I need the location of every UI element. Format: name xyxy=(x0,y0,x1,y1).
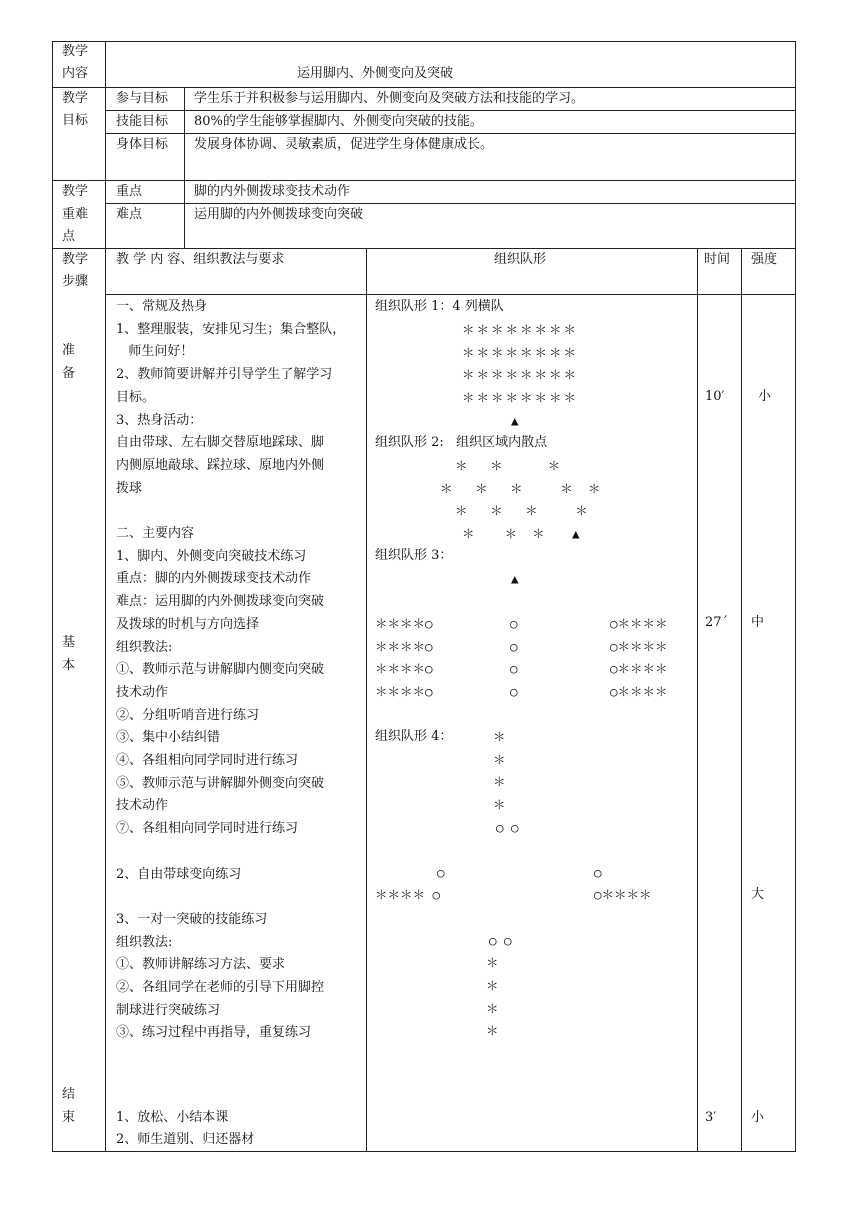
goal-name-skill: 技能目标 xyxy=(116,114,169,129)
formation-2-row: ＊ ＊ ＊ xyxy=(462,526,545,541)
formation-4-balls: ○ ○ xyxy=(496,820,519,835)
intensity-prepare: 小 xyxy=(758,389,772,404)
intensity-end: 小 xyxy=(751,1110,765,1125)
content-line: ④、各组相向同学同时进行练习 xyxy=(116,753,299,768)
stage-end-1: 结 xyxy=(62,1087,76,1102)
end-line: 1、放松、小结本课 xyxy=(116,1110,229,1125)
content-line: 一、常规及热身 xyxy=(116,299,208,314)
stage-prepare-2: 备 xyxy=(62,366,76,381)
formation-3-title: 组织队形 3： xyxy=(375,548,453,563)
content-line: ②、分组听哨音进行练习 xyxy=(116,707,260,723)
goals-label-line1: 教学 xyxy=(62,91,89,106)
formation-6-balls: ○ ○ xyxy=(489,933,512,948)
content-line: 难点：运用脚的内外侧拨球变向突破 xyxy=(116,594,325,610)
formation-5-right-row: ○＊＊＊＊ xyxy=(594,887,652,902)
formation-1-row: ＊＊＊＊＊＊＊＊ xyxy=(462,345,579,360)
formation-4-star: ＊ xyxy=(493,774,506,789)
content-line: ⑤、教师示范与讲解脚外侧变向突破 xyxy=(116,775,325,791)
header-intensity: 强度 xyxy=(751,252,778,267)
content-line: ③、集中小结纠错 xyxy=(116,730,221,746)
content-line: ①、教师讲解练习方法、要求 xyxy=(116,957,286,973)
stage-basic-2: 本 xyxy=(62,658,76,673)
formation-2-teacher: ▲ xyxy=(572,526,580,541)
stage-basic-1: 基 xyxy=(62,635,76,650)
formation-6-star: ＊ xyxy=(486,1001,499,1016)
keypoint-text-focus: 脚的内外侧拨球变技术动作 xyxy=(194,184,351,199)
formation-3-mid-ball: ○ xyxy=(510,616,518,631)
formation-3-left-row: ＊＊＊＊○ xyxy=(375,684,433,699)
goal-text-physical: 发展身体协调、灵敏素质，促进学生身体健康成长。 xyxy=(194,137,494,152)
keypoints-label-line2: 重难 xyxy=(62,207,89,222)
steps-label-line2: 步骤 xyxy=(62,274,89,289)
steps-label-line1: 教学 xyxy=(62,252,89,267)
content-line: ⑦、各组相向同学同时进行练习 xyxy=(116,821,299,837)
formation-5-ball: ○ xyxy=(594,865,602,880)
formation-3-left-row: ＊＊＊＊○ xyxy=(375,639,433,654)
formation-3-mid-ball: ○ xyxy=(510,639,518,654)
formation-3-teacher: ▲ xyxy=(511,571,519,586)
content-line: 二、主要内容 xyxy=(116,526,195,541)
content-line: 3、一对一突破的技能练习 xyxy=(116,911,268,927)
content-line: 自由带球、左右脚交替原地踩球、脚 xyxy=(116,435,325,451)
goal-name-physical: 身体目标 xyxy=(116,137,169,152)
intensity-extra: 大 xyxy=(751,887,765,902)
formation-3-mid-ball: ○ xyxy=(510,684,518,699)
content-line: 重点：脚的内外侧拨球变技术动作 xyxy=(116,571,312,587)
content-line: 组织教法: xyxy=(116,934,173,950)
content-line: 内侧原地敲球、踩拉球、原地内外侧 xyxy=(116,457,325,473)
formation-2-row: ＊ ＊ ＊ ＊ ＊ xyxy=(440,481,601,496)
header-time: 时间 xyxy=(704,252,731,267)
formation-5-ball: ○ xyxy=(437,865,445,880)
keypoints-label-line3: 点 xyxy=(62,229,76,244)
content-title: 运用脚内、外侧变向及突破 xyxy=(297,66,454,81)
label-column-divider xyxy=(105,41,106,1152)
content-line: 2、教师简要讲解并引导学生了解学习 xyxy=(116,367,333,383)
formation-3-mid-ball: ○ xyxy=(510,661,518,676)
keypoints-label-line1: 教学 xyxy=(62,184,89,199)
content-line: 组织教法: xyxy=(116,639,173,655)
formation-1-title: 组织队形 1：4 列横队 xyxy=(375,299,504,314)
content-line: ①、教师示范与讲解脚内侧变向突破 xyxy=(116,662,325,678)
content-line: ③、练习过程中再指导，重复练习 xyxy=(116,1025,312,1041)
content-line: 师生问好！ xyxy=(116,344,194,360)
stage-end-2: 束 xyxy=(62,1110,76,1125)
content-line: 制球进行突破练习 xyxy=(116,1002,221,1018)
goals-label-line2: 目标 xyxy=(62,113,89,128)
formation-5-left-row: ＊＊＊＊ ○ xyxy=(375,887,441,902)
time-basic: 27΄ xyxy=(705,615,729,630)
time-end: 3′ xyxy=(705,1110,717,1125)
time-column-divider xyxy=(697,248,698,1152)
content-line: 3、热身活动： xyxy=(116,412,203,428)
content-line: 及拨球的时机与方向选择 xyxy=(116,616,260,632)
formation-3-right-row: ○＊＊＊＊ xyxy=(610,639,668,654)
keypoint-name-focus: 重点 xyxy=(116,184,143,199)
content-line: 1、脚内、外侧变向突破技术练习 xyxy=(116,548,307,564)
content-line: 拨球 xyxy=(116,480,143,496)
content-label-line1: 教学 xyxy=(62,44,89,59)
formation-4-star: ＊ xyxy=(493,797,506,812)
intensity-column-divider xyxy=(741,248,742,1152)
formation-3-left-row: ＊＊＊＊○ xyxy=(375,661,433,676)
table-border-left xyxy=(52,41,53,1152)
table-border-bottom xyxy=(52,1151,796,1152)
header-formation: 组织队形 xyxy=(494,252,547,267)
formation-column-divider xyxy=(366,248,367,1152)
formation-1-row: ＊＊＊＊＊＊＊＊ xyxy=(462,390,579,405)
goal-name-participation: 参与目标 xyxy=(116,91,169,106)
content-line: 技术动作 xyxy=(116,684,169,700)
content-line: ②、各组同学在老师的引导下用脚控 xyxy=(116,980,325,995)
row-divider xyxy=(105,294,796,295)
formation-1-row: ＊＊＊＊＊＊＊＊ xyxy=(462,322,579,337)
keypoint-name-difficulty: 难点 xyxy=(116,207,143,222)
formation-4-star: ＊ xyxy=(493,729,506,744)
formation-3-right-row: ○＊＊＊＊ xyxy=(610,661,668,676)
formation-1-teacher: ▲ xyxy=(511,413,519,428)
formation-3-left-row: ＊＊＊＊○ xyxy=(375,616,433,631)
row-divider xyxy=(52,180,796,181)
formation-3-right-row: ○＊＊＊＊ xyxy=(610,616,668,631)
table-border-top xyxy=(52,41,796,42)
intensity-basic: 中 xyxy=(751,615,765,630)
content-label-line2: 内容 xyxy=(62,66,89,81)
goal-name-divider xyxy=(184,87,185,248)
formation-2-row: ＊ ＊ ＊ ＊ xyxy=(455,503,588,518)
time-prepare: 10′ xyxy=(705,389,725,404)
content-line: 目标。 xyxy=(116,389,156,405)
table-border-right xyxy=(795,41,796,1152)
header-content: 教 学 内 容、组织教法与要求 xyxy=(116,252,285,267)
end-line: 2、师生道别、归还器材 xyxy=(116,1132,255,1147)
formation-6-star: ＊ xyxy=(486,978,499,993)
content-line: 1、整理服装，安排见习生；集合整队， xyxy=(116,321,346,337)
keypoint-text-difficulty: 运用脚的内外侧拨球变向突破 xyxy=(194,207,364,222)
formation-6-star: ＊ xyxy=(486,1023,499,1038)
content-line: 技术动作 xyxy=(116,798,169,814)
stage-prepare-1: 准 xyxy=(62,343,76,358)
goal-text-skill: 80%的学生能够掌握脚内、外侧变向突破的技能。 xyxy=(194,114,483,129)
formation-1-row: ＊＊＊＊＊＊＊＊ xyxy=(462,367,579,382)
formation-2-title: 组织队形 2: 组织区域内散点 xyxy=(375,435,548,450)
goal-text-participation: 学生乐于并积极参与运用脚内、外侧变向及突破方法和技能的学习。 xyxy=(194,91,585,106)
formation-6-star: ＊ xyxy=(486,955,499,970)
formation-4-title: 组织队形 4： xyxy=(375,729,453,744)
formation-2-row: ＊ ＊ ＊ xyxy=(455,458,561,473)
content-line: 2、自由带球变向练习 xyxy=(116,866,242,882)
formation-4-star: ＊ xyxy=(493,752,506,767)
formation-3-right-row: ○＊＊＊＊ xyxy=(610,684,668,699)
